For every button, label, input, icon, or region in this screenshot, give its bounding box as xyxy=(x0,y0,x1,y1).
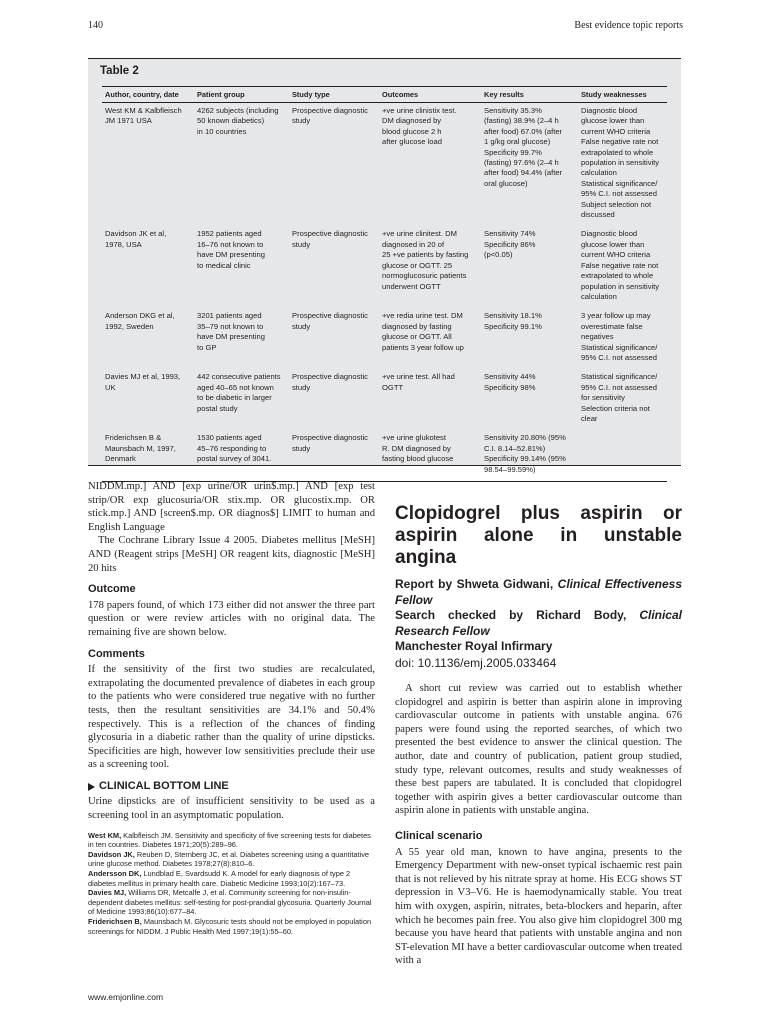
clinical-scenario-heading: Clinical scenario xyxy=(395,830,483,843)
table-header-row xyxy=(102,87,667,103)
table-cell: Friderichsen B & Maunsbach M, 1997, Denmark xyxy=(102,430,194,481)
reference-item: Friderichsen B, Maunsbach M. Glycosuric tests should not be employed in population screenings for NIDDM. J Public Health Med 1997;19(1):55–60. xyxy=(88,917,372,936)
col-header-study-type: Study type xyxy=(289,87,379,103)
table-cell: Anderson DKG et al, 1992, Sweden xyxy=(105,311,175,331)
table-row xyxy=(102,308,667,369)
table-cell: 1952 patients aged 16–76 not known to have DM presenting to medical clinic xyxy=(197,229,265,270)
cochrane-search-text: The Cochrane Library Issue 4 2005. Diabetes mellitus [MeSH] AND (Reagent strips [MeSH] OR reagent kits, diagnostic [MeSH] 20 hits xyxy=(88,535,375,574)
table-cell: Sensitivity 44% Specificity 98% xyxy=(484,372,536,392)
table-cell: 1530 patients aged 45–76 responding to postal survey of 3041. xyxy=(194,430,289,481)
search-strategy-text: NIDDM.mp.] AND [exp urine/OR urin$.mp.] AND [exp test strip/OR exp glucosuria/OR stix.mp. OR glucostix.mp. OR stick.mp.] AND [screen$.mp. OR diagnos$] LIMIT to human and English Language xyxy=(88,481,375,533)
col-header-outcomes: Outcomes xyxy=(379,87,481,103)
table-cell: Davidson JK et al, 1978, USA xyxy=(105,229,167,249)
reference-item: Andersson DK, Lundblad E, Svardsudd K. A model for early diagnosis of type 2 diabetes mellitus in primary health care. Diabetic Medicine 1993;10(2):167–73. xyxy=(88,869,351,888)
table-cell: Sensitivity 18.1% Specificity 99.1% xyxy=(484,311,542,331)
reference-list xyxy=(88,831,375,937)
table-cell: Diagnostic blood glucose lower than current WHO criteria False negative rate not extrapolated to whole population in sensitivity calculation xyxy=(581,229,660,301)
table-cell: 3 year follow up may overestimate false negatives Statistical significance/ 95% C.I. not assessed xyxy=(581,311,658,362)
reference-item: Davies MJ, Williams DR, Metcalfe J, et al. Community screening for non-insulin-dependent diabetes mellitus: self-testing for post-prandial glycosuria. Quarterly Journal of Medicine 1993;86(10):677–84. xyxy=(88,888,372,917)
col-header-patient-group: Patient group xyxy=(194,87,289,103)
abstract-text: A short cut review was carried out to establish whether clopidogrel and aspirin is better than aspirin alone in improving cardiovascular outcome in patients with unstable angina. 676 papers were found using the reported searches, of which two presented the best evidence to answer the clinical question. The author, date and country of publication, patient group studied, study type, relevant outcomes, results and study weaknesses of these best papers are tabulated. It is concluded that clopidogrel together with aspirin gives a better cardiovascular outcome than aspirin alone in patients with unstable angina. xyxy=(395,683,682,817)
table-cell: Davies MJ et al, 1993, UK xyxy=(105,372,181,392)
evidence-table-panel xyxy=(88,58,681,474)
triangle-bullet-icon xyxy=(88,783,95,791)
table-cell: 3201 patients aged 35–79 not known to have DM presenting to GP xyxy=(197,311,265,352)
clinical-bottom-line-heading xyxy=(88,780,375,794)
doi: doi: 10.1136/emj.2005.033464 xyxy=(395,655,557,670)
outcome-heading: Outcome xyxy=(88,583,136,596)
article-title: Clopidogrel plus aspirin or aspirin alone in unstable angina xyxy=(395,503,682,568)
table-cell xyxy=(578,430,667,481)
clinical-scenario-text: A 55 year old man, known to have angina, presents to the Emergency Department with new-onset typical ischaemic rest pain that is not relieved by his nitrate spray at home. His ECG shows ST depression in V3–V6. He is haemodynamically stable. You treat him with oxygen, aspirin, nitrates, beta-blockers and heparin, after which he becomes pain free. You also give him clopidogrel 300 mg because you have heard that patients with unstable angina and non ST-elevation MI have a better cardiovascular outcome when treated with a xyxy=(395,846,682,967)
comments-heading: Comments xyxy=(88,647,145,660)
journal-url: www.emjonline.com xyxy=(88,992,164,1002)
table-cell: Prospective diagnostic study xyxy=(292,106,368,126)
comments-text: If the sensitivity of the first two studies are recalculated, extrapolating the documented prevalence of diabetes in each group to the patients who were considered true negative with no further tests, then the resultant sensitivities are 34.1% and 50.4% respectively. This is a reflection of the chances of finding glycosuria in a diabetic rather than the quality of urine dipsticks. Specificities are high, however low sensitivities preclude their use as a screening tool. xyxy=(88,664,375,771)
table-cell: Sensitivity 35.3% (fasting) 38.9% (2–4 h after food) 67.0% (after 1 g/kg oral glucose) Specificity 99.7% (fasting) 97.6% (2–4 h after food) 94.4% (after oral glucose) xyxy=(484,106,563,188)
table-row xyxy=(102,103,667,227)
table-cell: Statistical significance/ 95% C.I. not assessed for sensitivity Selection criteria not clear xyxy=(581,372,658,423)
table-cell: Prospective diagnostic study xyxy=(292,229,368,249)
table-cell: +ve urine test. All had OGTT xyxy=(382,372,455,392)
clinical-bottom-line-text: Urine dipsticks are of insufficient sensitivity to be used as a screening tool in an asymptomatic population. xyxy=(88,796,375,822)
table-cell: +ve urine glukotest R. DM diagnosed by fasting blood glucose xyxy=(379,430,481,481)
right-text-column xyxy=(395,503,682,968)
table-row xyxy=(102,226,667,308)
evidence-table xyxy=(102,86,667,482)
table-cell: Prospective diagnostic study xyxy=(292,372,368,392)
table-title: Table 2 xyxy=(100,65,139,77)
table-cell: +ve urine clinistix test. DM diagnosed by blood glucose 2 h after glucose load xyxy=(382,106,457,147)
search-byline: Search checked by Richard Body, Clinical Research Fellow xyxy=(395,608,682,638)
reference-item: Davidson JK, Reuben D, Sternberg JC, et al. Diabetes screening using a quantitative urine glucose method. Diabetes 1978;27(8):810–6. xyxy=(88,849,370,869)
table-cell: Prospective diagnostic study xyxy=(292,311,368,331)
report-byline: Report by Shweta Gidwani, Clinical Effectiveness Fellow xyxy=(395,577,683,607)
reference-item: West KM, Kalbfleisch JM. Sensitivity and specificity of five screening tests for diabetes in ten countries. Diabetes 1971;20(5):289–96. xyxy=(88,830,371,850)
table-cell: +ve urine clinitest. DM diagnosed in 20 of 25 +ve patients by fasting glucose or OGTT. 25 normoglucosuric patients underwent OGTT xyxy=(382,229,469,291)
col-header-author: Author, country, date xyxy=(102,87,194,103)
table-cell: Prospective diagnostic study xyxy=(289,430,379,481)
table-cell: Sensitivity 20.80% (95% C.I. 8.14–52.81%) Specificity 99.14% (95% 98.54–99.59%) xyxy=(481,430,578,481)
left-text-column xyxy=(88,480,375,936)
outcome-text: 178 papers found, of which 173 either did not answer the three part question or were review articles with no original data. The remaining five are shown below. xyxy=(88,599,375,638)
table-cell: 4262 subjects (including 50 known diabetics) in 10 countries xyxy=(197,106,279,136)
table-row xyxy=(102,430,667,481)
page-number: 140 xyxy=(88,20,103,31)
table-cell: 442 consecutive patients aged 40–65 not known to be diabetic in larger postal study xyxy=(197,372,281,413)
table-row xyxy=(102,369,667,430)
table-cell: West KM & Kalbfleisch JM 1971 USA xyxy=(105,106,182,126)
table-cell: +ve redia urine test. DM diagnosed by fasting glucose or OGTT. All patients 3 year follow up xyxy=(382,311,464,352)
section-header: Best evidence topic reports xyxy=(574,20,683,31)
cbl-heading-text: CLINICAL BOTTOM LINE xyxy=(99,779,229,792)
table-cell: Diagnostic blood glucose lower than current WHO criteria False negative rate not extrapolated to whole population in sensitivity calculation Statistical significance/ 95% C.I. not assessed Subject selection not discussed xyxy=(581,106,660,220)
col-header-key-results: Key results xyxy=(481,87,578,103)
institution: Manchester Royal Infirmary xyxy=(395,639,553,653)
table-cell: Sensitivity 74% Specificity 86% (p<0.05) xyxy=(484,229,536,260)
col-header-weaknesses: Study weaknesses xyxy=(578,87,667,103)
